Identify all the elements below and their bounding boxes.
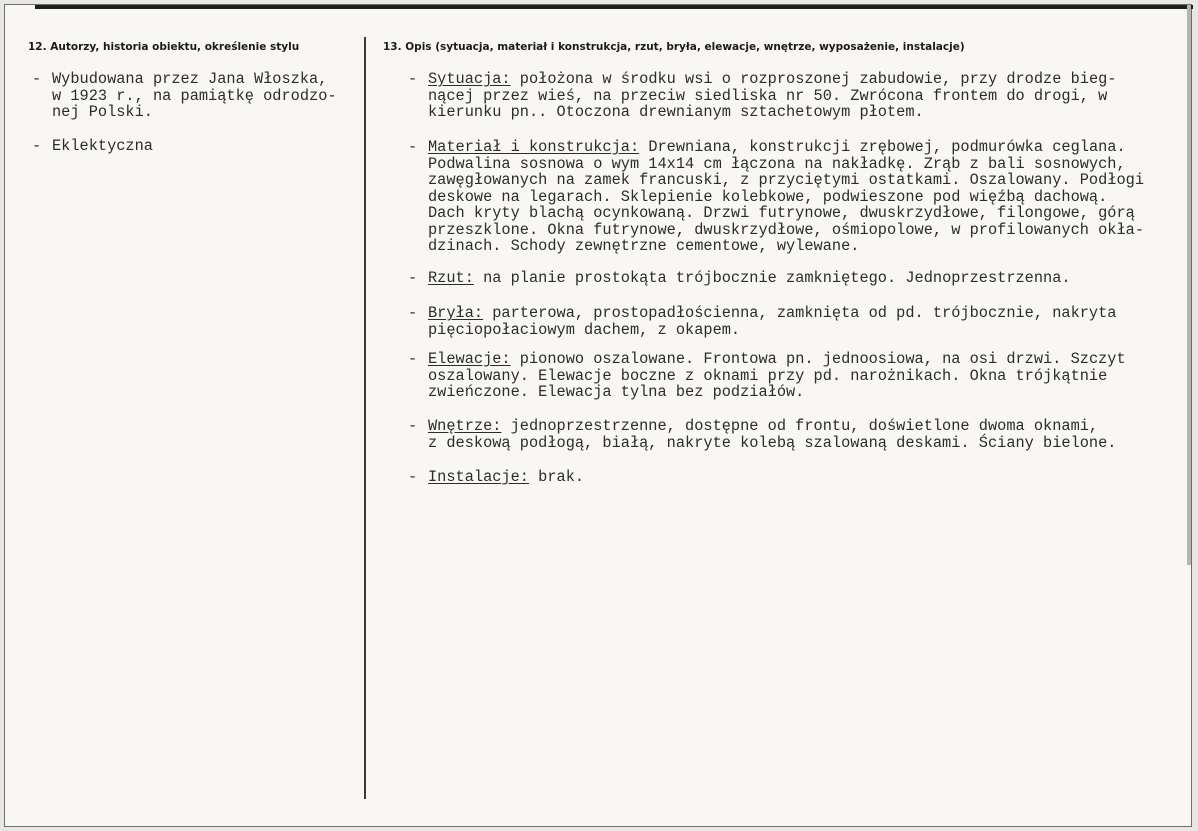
- dash-marker: -: [408, 70, 418, 88]
- dash-marker: -: [408, 468, 418, 486]
- entry-label: Elewacje:: [428, 350, 511, 368]
- entry-label: Rzut:: [428, 269, 474, 287]
- text-line: Eklektyczna: [52, 137, 153, 155]
- text-line: brak.: [528, 468, 585, 486]
- text-line: kierunku pn.. Otoczona drewnianym sztachetowym płotem.: [428, 103, 924, 121]
- section-12-heading: 12. Autorzy, historia obiektu, określenie stylu: [28, 41, 300, 53]
- text-line: pięciopołaciowym dachem, z okapem.: [428, 320, 741, 339]
- entry-bryla: [408, 305, 1116, 338]
- entry-wnetrze: [408, 418, 1116, 451]
- text-line: dzinach. Schody zewnętrzne cementowe, wylewane.: [428, 237, 860, 255]
- text-line: parterowa, prostopadłościenna, zamknięta od pd. trójbocznie, nakryta: [483, 304, 1117, 322]
- text-line: nej Polski.: [52, 103, 153, 121]
- text-line: oszalowany. Elewacje boczne z oknami przy pd. narożnikach. Okna trójkątnie: [428, 366, 1108, 385]
- entry-material: [408, 139, 1144, 255]
- text-line: położona w środku wsi o rozproszonej zabudowie, przy drodze bieg-: [510, 70, 1117, 88]
- text-line: Wybudowana przez Jana Włoszka,: [52, 70, 328, 88]
- text-line: z deskową podłogą, białą, nakryte kolebą szalowaną deskami. Ściany bielone.: [428, 433, 1117, 452]
- text-line: zawęgłowanych na zamek francuski, z przyciętymi ostatkami. Oszalowany. Podłogi: [428, 171, 1145, 189]
- dash-marker: -: [32, 70, 42, 88]
- text-line: przeszklone. Okna futrynowe, dwuskrzydłowe, ośmiopolowe, w profilowanych okła-: [428, 220, 1145, 239]
- style-entry: [32, 138, 153, 155]
- entry-label: Materiał i konstrukcja:: [428, 138, 640, 156]
- entry-instalacje: [408, 469, 584, 486]
- dash-marker: -: [408, 350, 418, 368]
- section-13-heading: 13. Opis (sytuacja, materiał i konstrukcja, rzut, bryła, elewacje, wnętrze, wyposażenie, instalacje): [383, 41, 965, 53]
- dash-marker: -: [408, 304, 418, 322]
- text-line: na planie prostokąta trójbocznie zamkniętego. Jednoprzestrzenna.: [473, 269, 1071, 287]
- text-line: Drewniana, konstrukcji zrębowej, podmurówka ceglana.: [639, 138, 1126, 156]
- text-line: jednoprzestrzenne, dostępne od frontu, doświetlone dwoma oknami,: [501, 417, 1099, 435]
- entry-label: Bryła:: [428, 304, 484, 322]
- right-edge: [1187, 5, 1191, 565]
- history-entry: [32, 71, 337, 121]
- entry-label: Sytuacja:: [428, 70, 511, 88]
- dash-marker: -: [32, 137, 42, 155]
- text-line: deskowe na legarach. Sklepienie kolebkowe, podwieszone pod więźbą dachową.: [428, 187, 1108, 206]
- record-card: [4, 4, 1192, 827]
- entry-elewacje: [408, 351, 1126, 401]
- dash-marker: -: [408, 269, 418, 287]
- text-line: pionowo oszalowane. Frontowa pn. jednoosiowa, na osi drzwi. Szczyt: [510, 350, 1126, 368]
- entry-sytuacja: [408, 71, 1116, 121]
- dash-marker: -: [408, 417, 418, 435]
- entry-rzut: [408, 270, 1071, 287]
- text-line: w 1923 r., na pamiątkę odrodzo-: [52, 86, 337, 105]
- top-edge: [35, 5, 1193, 9]
- text-line: nącej przez wieś, na przeciw siedliska nr 50. Zwrócona frontem do drogi, w: [428, 86, 1108, 105]
- text-line: zwieńczone. Elewacja tylna bez podziałów.: [428, 383, 805, 401]
- entry-label: Wnętrze:: [428, 417, 502, 435]
- column-divider: [364, 37, 366, 799]
- text-line: Podwalina sosnowa o wym 14x14 cm łączona na nakładkę. Zrąb z bali sosnowych,: [428, 154, 1126, 173]
- dash-marker: -: [408, 138, 418, 156]
- entry-label: Instalacje:: [428, 468, 529, 486]
- text-line: Dach kryty blachą ocynkowaną. Drzwi futrynowe, dwuskrzydłowe, filongowe, górą: [428, 204, 1135, 222]
